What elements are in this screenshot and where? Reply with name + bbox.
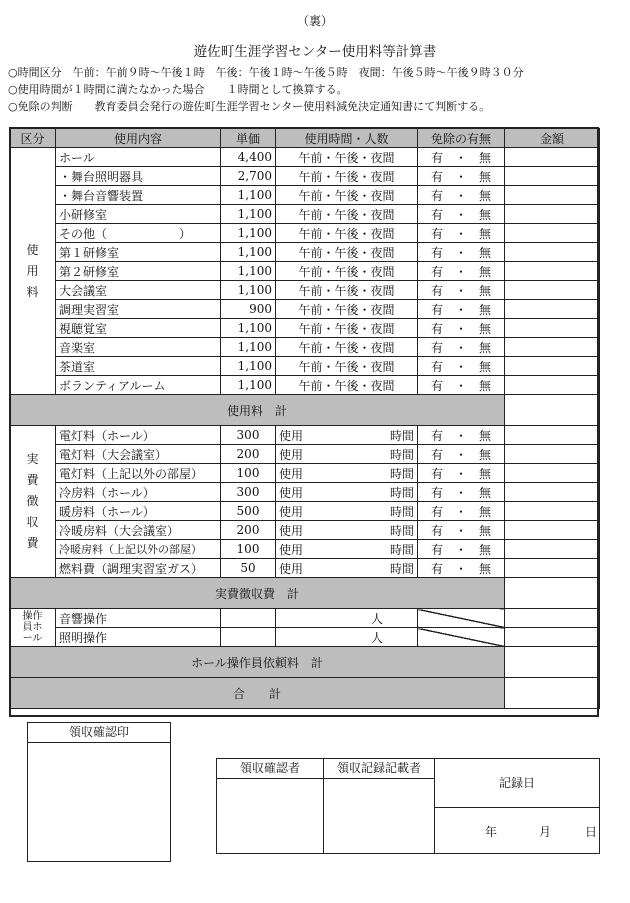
time-slot-field[interactable]: 午前・午後・夜間 [276, 167, 418, 186]
confirmer-column [217, 759, 324, 853]
item-name: 電灯料（上記以外の部屋） [56, 464, 221, 483]
exemption-choice[interactable]: 有 ・ 無 [418, 262, 505, 281]
grand-total-amount[interactable] [505, 678, 600, 709]
receipt-stamp-area[interactable] [28, 743, 170, 861]
table-row [10, 300, 600, 319]
amount-field[interactable] [505, 186, 600, 205]
unit-price: 300 [221, 426, 276, 445]
amount-field[interactable] [505, 243, 600, 262]
category-actual-cost: 実費徴収費 [10, 426, 56, 578]
category-operator: 操作員ホール [10, 609, 56, 647]
record-date-field[interactable] [435, 808, 599, 853]
unit-price: 500 [221, 502, 276, 521]
amount-field[interactable] [505, 376, 600, 395]
item-name: 音響操作 [56, 609, 221, 628]
amount-field[interactable] [505, 464, 600, 483]
col-header-unit-price: 単価 [221, 129, 276, 148]
unit-price [221, 628, 276, 647]
unit-price [221, 609, 276, 628]
col-header-amount: 金額 [505, 129, 600, 148]
table-row [10, 262, 600, 281]
back-side-label: （裏） [296, 14, 333, 28]
time-slot-field[interactable]: 午前・午後・夜間 [276, 148, 418, 167]
amount-field[interactable] [505, 426, 600, 445]
unit-price: 100 [221, 464, 276, 483]
amount-field[interactable] [505, 357, 600, 376]
amount-field[interactable] [505, 300, 600, 319]
receipt-stamp-box [27, 722, 171, 862]
unit-price: 900 [221, 300, 276, 319]
usage-fee-subtotal-label: 使用料 計 [10, 395, 505, 426]
record-date-column [435, 759, 599, 853]
item-name: 音楽室 [56, 338, 221, 357]
exemption-choice[interactable]: 有 ・ 無 [418, 445, 505, 464]
exemption-na [418, 628, 505, 647]
usage-fee-subtotal-amount[interactable] [505, 395, 600, 426]
exemption-choice[interactable]: 有 ・ 無 [418, 376, 505, 395]
item-name: 調理実習室 [56, 300, 221, 319]
unit-price: 1,100 [221, 205, 276, 224]
amount-field[interactable] [505, 502, 600, 521]
table-row [10, 338, 600, 357]
recorder-sign-area[interactable] [324, 779, 434, 853]
exemption-choice[interactable]: 有 ・ 無 [418, 338, 505, 357]
table-row [10, 319, 600, 338]
recorder-column [324, 759, 435, 853]
table-row [10, 243, 600, 262]
recorder-label: 領収記録記載者 [324, 759, 434, 779]
table-row [10, 609, 600, 628]
unit-price: 1,100 [221, 319, 276, 338]
amount-field[interactable] [505, 319, 600, 338]
item-name: ボランティアルーム [56, 376, 221, 395]
note-time-slots: ○時間区分 午前：午前９時〜午後１時 午後：午後１時〜午後５時 夜間：午後５時〜午後９時３０分 [8, 66, 524, 79]
item-name: 電灯料（大会議室） [56, 445, 221, 464]
confirmer-label: 領収確認者 [217, 759, 323, 779]
exemption-choice[interactable]: 有 ・ 無 [418, 319, 505, 338]
signature-box [216, 758, 600, 854]
persons-field[interactable]: 人 [276, 609, 418, 628]
unit-price: 4,400 [221, 148, 276, 167]
exemption-choice[interactable]: 有 ・ 無 [418, 357, 505, 376]
receipt-stamp-label: 領収確認印 [28, 723, 170, 743]
item-name: 冷暖房料（上記以外の部屋） [56, 540, 221, 559]
table-row [10, 205, 600, 224]
table-row [10, 483, 600, 502]
exemption-choice[interactable]: 有 ・ 無 [418, 483, 505, 502]
table-row [10, 186, 600, 205]
exemption-na [418, 609, 505, 628]
item-name: 燃料費（調理実習室ガス） [56, 559, 221, 578]
table-row [10, 502, 600, 521]
unit-price: 200 [221, 521, 276, 540]
unit-price: 1,100 [221, 186, 276, 205]
exemption-choice[interactable]: 有 ・ 無 [418, 167, 505, 186]
page-title: 遊佐町生涯学習センター使用料等計算書 [193, 44, 437, 60]
exemption-choice[interactable]: 有 ・ 無 [418, 300, 505, 319]
unit-price: 100 [221, 540, 276, 559]
time-slot-field[interactable]: 午前・午後・夜間 [276, 243, 418, 262]
amount-field[interactable] [505, 167, 600, 186]
item-name: その他（ ） [56, 224, 221, 243]
hours-field[interactable]: 使用 時間 [276, 426, 418, 445]
hours-field[interactable]: 使用 時間 [276, 445, 418, 464]
actual-cost-subtotal-label: 実費徴収費 計 [10, 578, 505, 609]
category-usage-fee: 使用料 [10, 148, 56, 395]
col-header-usage-time: 使用時間・人数 [276, 129, 418, 148]
amount-field[interactable] [505, 628, 600, 647]
amount-field[interactable] [505, 559, 600, 578]
month-label: 月 [539, 825, 552, 839]
item-name: 暖房料（ホール） [56, 502, 221, 521]
table-row [10, 559, 600, 578]
exemption-choice[interactable]: 有 ・ 無 [418, 186, 505, 205]
exemption-choice[interactable]: 有 ・ 無 [418, 243, 505, 262]
exemption-choice[interactable]: 有 ・ 無 [418, 521, 505, 540]
hours-field[interactable]: 使用 時間 [276, 464, 418, 483]
unit-price: 1,100 [221, 338, 276, 357]
exemption-choice[interactable]: 有 ・ 無 [418, 148, 505, 167]
table-row [10, 464, 600, 483]
amount-field[interactable] [505, 540, 600, 559]
hours-field[interactable]: 使用 時間 [276, 502, 418, 521]
year-label: 年 [485, 825, 498, 839]
exemption-choice[interactable]: 有 ・ 無 [418, 205, 505, 224]
hours-field[interactable]: 使用 時間 [276, 540, 418, 559]
time-slot-field[interactable]: 午前・午後・夜間 [276, 262, 418, 281]
unit-price: 1,100 [221, 224, 276, 243]
table-row [10, 426, 600, 445]
amount-field[interactable] [505, 205, 600, 224]
note-exemption: ○免除の判断 教育委員会発行の遊佐町生涯学習センター使用料減免決定通知書にて判断する。 [8, 100, 491, 113]
day-label: 日 [585, 825, 598, 839]
time-slot-field[interactable]: 午前・午後・夜間 [276, 338, 418, 357]
table-row [10, 376, 600, 395]
unit-price: 1,100 [221, 262, 276, 281]
grand-total-label: 合 計 [10, 678, 505, 709]
record-date-label: 記録日 [435, 759, 599, 808]
table-row [10, 357, 600, 376]
operator-subtotal-amount[interactable] [505, 647, 600, 678]
table-row [10, 167, 600, 186]
col-header-category: 区分 [10, 129, 56, 148]
table-row [10, 224, 600, 243]
time-slot-field[interactable]: 午前・午後・夜間 [276, 224, 418, 243]
item-name: ・舞台照明器具 [56, 167, 221, 186]
item-name: 視聴覚室 [56, 319, 221, 338]
table-header-row [10, 129, 600, 148]
unit-price: 200 [221, 445, 276, 464]
amount-field[interactable] [505, 521, 600, 540]
amount-field[interactable] [505, 483, 600, 502]
item-name: 照明操作 [56, 628, 221, 647]
time-slot-field[interactable]: 午前・午後・夜間 [276, 319, 418, 338]
item-name: ・舞台音響装置 [56, 186, 221, 205]
table-row [10, 628, 600, 647]
note-rounding: ○使用時間が１時間に満たなかった場合 １時間として換算する。 [8, 83, 348, 96]
operator-subtotal-label: ホール操作員依頼料 計 [10, 647, 505, 678]
persons-field[interactable]: 人 [276, 628, 418, 647]
col-header-content: 使用内容 [56, 129, 221, 148]
exemption-choice[interactable]: 有 ・ 無 [418, 224, 505, 243]
time-slot-field[interactable]: 午前・午後・夜間 [276, 376, 418, 395]
col-header-exemption: 免除の有無 [418, 129, 505, 148]
unit-price: 1,100 [221, 376, 276, 395]
time-slot-field[interactable]: 午前・午後・夜間 [276, 281, 418, 300]
amount-field[interactable] [505, 445, 600, 464]
actual-cost-subtotal-row [10, 578, 600, 609]
item-name: 茶道室 [56, 357, 221, 376]
item-name: 第２研修室 [56, 262, 221, 281]
unit-price: 1,100 [221, 357, 276, 376]
time-slot-field[interactable]: 午前・午後・夜間 [276, 357, 418, 376]
exemption-choice[interactable]: 有 ・ 無 [418, 281, 505, 300]
exemption-choice[interactable]: 有 ・ 無 [418, 502, 505, 521]
hours-field[interactable]: 使用 時間 [276, 559, 418, 578]
amount-field[interactable] [505, 262, 600, 281]
item-name: 電灯料（ホール） [56, 426, 221, 445]
table-row [10, 281, 600, 300]
unit-price: 50 [221, 559, 276, 578]
table-row [10, 148, 600, 167]
unit-price: 300 [221, 483, 276, 502]
actual-cost-subtotal-amount[interactable] [505, 578, 600, 609]
exemption-choice[interactable]: 有 ・ 無 [418, 464, 505, 483]
confirmer-sign-area[interactable] [217, 779, 323, 853]
exemption-choice[interactable]: 有 ・ 無 [418, 540, 505, 559]
amount-field[interactable] [505, 338, 600, 357]
exemption-choice[interactable]: 有 ・ 無 [418, 559, 505, 578]
item-name: 冷暖房料（大会議室） [56, 521, 221, 540]
table-row [10, 540, 600, 559]
hours-field[interactable]: 使用 時間 [276, 521, 418, 540]
item-name: 冷房料（ホール） [56, 483, 221, 502]
amount-field[interactable] [505, 281, 600, 300]
grand-total-row [10, 678, 600, 709]
amount-field[interactable] [505, 224, 600, 243]
unit-price: 1,100 [221, 243, 276, 262]
unit-price: 2,700 [221, 167, 276, 186]
unit-price: 1,100 [221, 281, 276, 300]
hours-field[interactable]: 使用 時間 [276, 483, 418, 502]
amount-field[interactable] [505, 148, 600, 167]
exemption-choice[interactable]: 有 ・ 無 [418, 426, 505, 445]
item-name: 大会議室 [56, 281, 221, 300]
usage-fee-subtotal-row [10, 395, 600, 426]
item-name: 第１研修室 [56, 243, 221, 262]
time-slot-field[interactable]: 午前・午後・夜間 [276, 186, 418, 205]
time-slot-field[interactable]: 午前・午後・夜間 [276, 300, 418, 319]
time-slot-field[interactable]: 午前・午後・夜間 [276, 205, 418, 224]
item-name: ホール [56, 148, 221, 167]
operator-subtotal-row [10, 647, 600, 678]
table-row [10, 521, 600, 540]
table-row [10, 445, 600, 464]
fee-calculation-table [9, 128, 600, 709]
item-name: 小研修室 [56, 205, 221, 224]
amount-field[interactable] [505, 609, 600, 628]
